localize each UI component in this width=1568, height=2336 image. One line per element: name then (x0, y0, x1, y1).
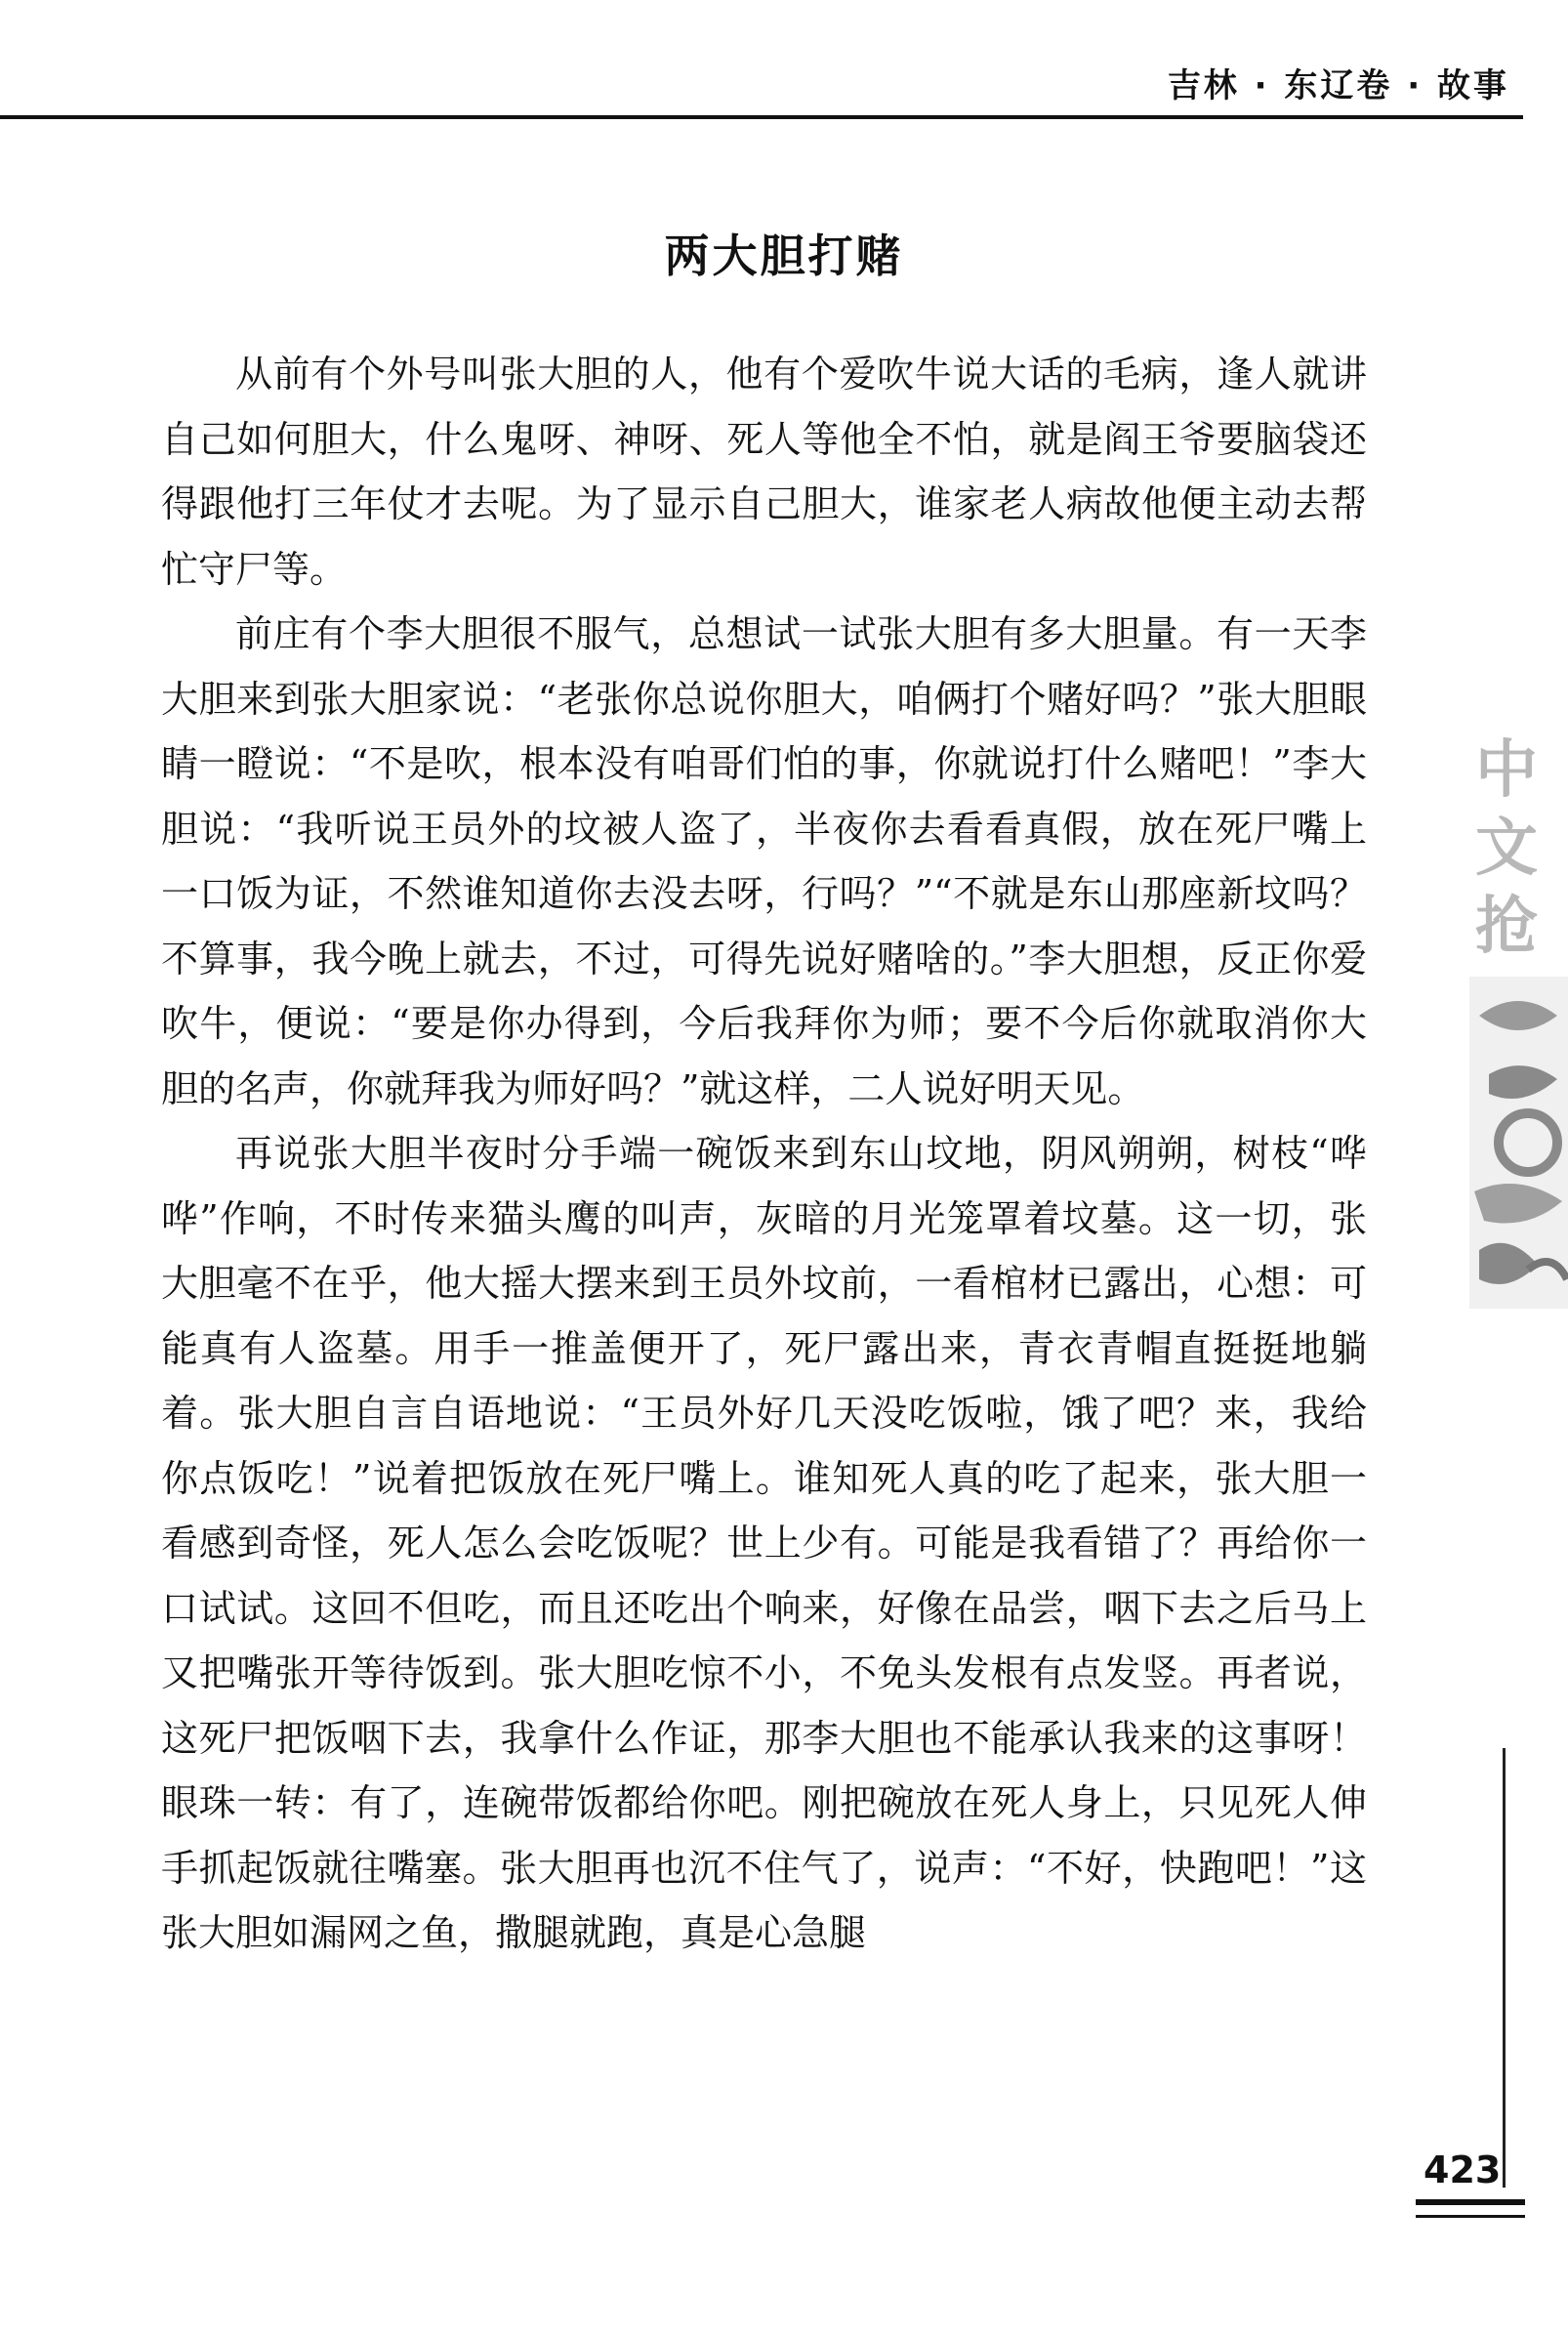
header-rule (0, 115, 1523, 119)
side-tab-glyph-3: 抢 (1475, 891, 1538, 963)
footer-rule-thick (1416, 2199, 1525, 2205)
side-tab-decoration (1469, 723, 1568, 1309)
article-body (161, 342, 1367, 1966)
paragraph-1: 从前有个外号叫张大胆的人，他有个爱吹牛说大话的毛病，逢人就讲自己如何胆大，什么鬼呀、神呀、死人等他全不怕，就是阎王爷要脑袋还得跟他打三年仗才去呢。为了显示自己胆大，谁家老人病故他便主动去帮忙守尸等。 (161, 353, 1367, 591)
side-tab-glyph-2: 文 (1475, 813, 1538, 885)
running-header: 吉林 · 东辽卷 · 故事 (1167, 66, 1509, 105)
paragraph-3: 再说张大胆半夜时分手端一碗饭来到东山坟地，阴风朔朔，树枝“哗哗”作响，不时传来猫头鹰的叫声，灰暗的月光笼罩着坟墓。这一切，张大胆毫不在乎，他大摇大摆来到王员外坟前，一看棺材已露出，心想：可能真有人盗墓。用手一推盖便开了，死尸露出来，青衣青帽直挺挺地躺着。张大胆自言自语地说：“王员外好几天没吃饭啦，饿了吧？来，我给你点饭吃！”说着把饭放在死尸嘴上。谁知死人真的吃了起来，张大胆一看感到奇怪，死人怎么会吃饭呢？世上少有。可能是我看错了？再给你一口试试。这回不但吃，而且还吃出个响来，好像在品尝，咽下去之后马上又把嘴张开等待饭到。张大胆吃惊不小，不免头发根有点发竖。再者说，这死尸把饭咽下去，我拿什么作证，那李大胆也不能承认我来的这事呀！眼珠一转：有了，连碗带饭都给你吧。刚把碗放在死人身上，只见死人伸手抓起饭就往嘴塞。张大胆再也沉不住气了，说声：“不好，快跑吧！”这张大胆如漏网之鱼，撒腿就跑，真是心急腿 (161, 1132, 1367, 1954)
ornament-pattern (1469, 977, 1568, 1309)
margin-rule (1503, 1748, 1506, 2188)
side-tab-glyph-1: 中 (1475, 734, 1538, 807)
page-number: 423 (1424, 2148, 1502, 2191)
footer-rule-thin (1416, 2215, 1525, 2218)
paragraph-2: 前庄有个李大胆很不服气，总想试一试张大胆有多大胆量。有一天李大胆来到张大胆家说：“老张你总说你胆大，咱俩打个赌好吗？”张大胆眼睛一瞪说：“不是吹，根本没有咱哥们怕的事，你就说打什么赌吧！”李大胆说：“我听说王员外的坟被人盗了，半夜你去看看真假，放在死尸嘴上一口饭为证，不然谁知道你去没去呀，行吗？”“不就是东山那座新坟吗？不算事，我今晚上就去，不过，可得先说好赌啥的。”李大胆想，反正你爱吹牛，便说：“要是你办得到，今后我拜你为师；要不今后你就取消你大胆的名声，你就拜我为师好吗？”就这样，二人说好明天见。 (161, 612, 1367, 1110)
article-title: 两大胆打赌 (664, 229, 904, 282)
